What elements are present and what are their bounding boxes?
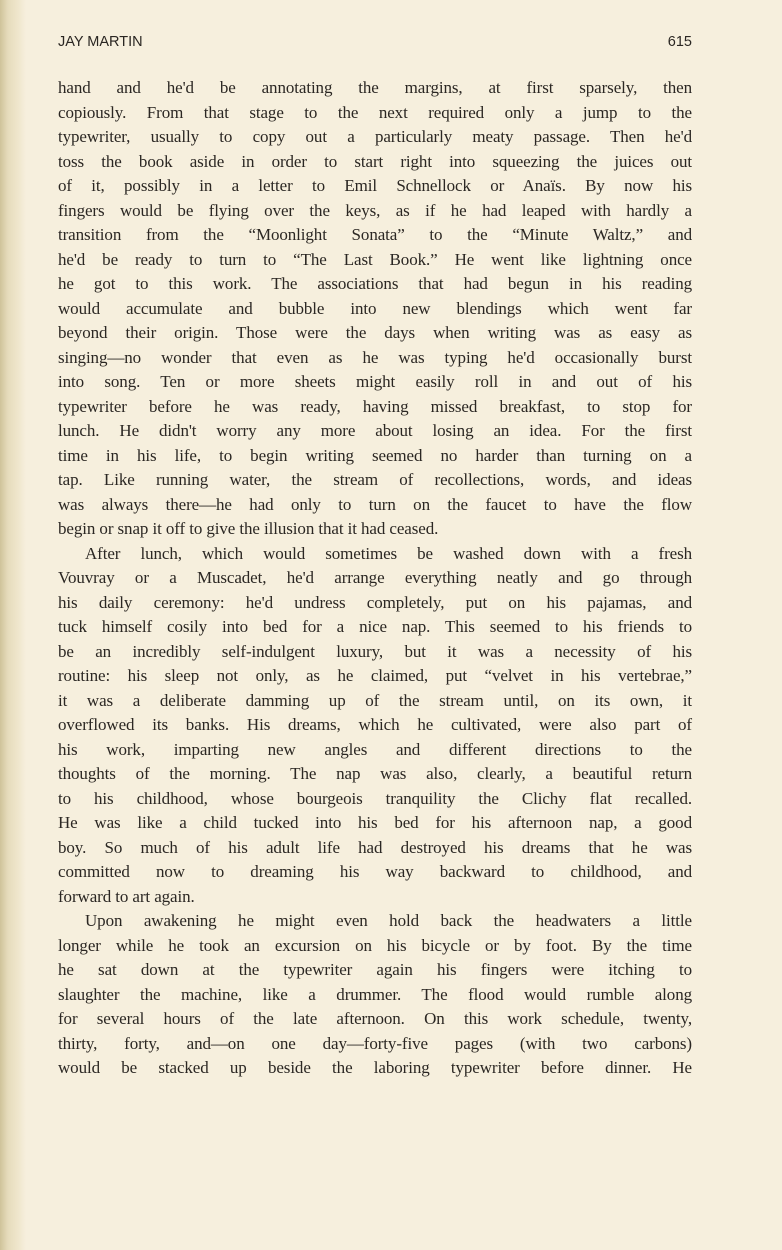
text-line: was always there—he had only to turn on the faucet to have the flow [58, 494, 692, 514]
text-line: forward to art again. [58, 886, 195, 906]
text-line: his work, imparting new angles and different directions to the [58, 739, 692, 759]
text-line: transition from the “Moonlight Sonata” to the “Minute Waltz,” and [58, 225, 692, 244]
text-line: toss the book aside in order to start right into squeezing the juices out [58, 151, 692, 171]
text-line: it was a deliberate damming up of the stream until, on its own, it [58, 690, 692, 710]
text-line: fingers would be flying over the keys, as if he had leaped with hardly a [58, 200, 692, 220]
running-head: JAY MARTIN [58, 34, 143, 50]
text-line: he sat down at the typewriter again his fingers were itching to [58, 960, 692, 979]
text-line: lunch. He didn't worry any more about losing an idea. For the first [58, 421, 692, 440]
text-line: routine: his sleep not only, as he claimed, put “velvet in his vertebrae,” [58, 666, 692, 685]
text-line: to his childhood, whose bourgeois tranquility the Clichy flat recalled. [58, 788, 692, 808]
text-line: would accumulate and bubble into new blendings which went far [58, 298, 692, 318]
text-line: his daily ceremony: he'd undress completely, put on his pajamas, and [58, 592, 692, 612]
text-line: be an incredibly self-indulgent luxury, but it was a necessity of his [58, 641, 692, 661]
text-line: tap. Like running water, the stream of recollections, words, and ideas [58, 470, 692, 489]
text-line: he'd be ready to turn to “The Last Book.” He went like lightning once [58, 249, 692, 269]
text-line: tuck himself cosily into bed for a nice nap. This seemed to his friends to [58, 617, 692, 636]
book-binding-shadow [0, 0, 26, 1250]
text-line: time in his life, to begin writing seemed no harder than turning on a [58, 445, 692, 465]
text-line: slaughter the machine, like a drummer. The flood would rumble along [58, 984, 692, 1004]
text-line: Vouvray or a Muscadet, he'd arrange everything neatly and go through [58, 568, 692, 587]
text-line: typewriter, usually to copy out a particularly meaty passage. Then he'd [58, 127, 692, 146]
paragraph [58, 542, 692, 910]
text-line: thirty, forty, and—on one day—forty-five pages (with two carbons) [58, 1033, 692, 1053]
text-line: of it, possibly in a letter to Emil Schnellock or Anaïs. By now his [58, 176, 692, 195]
page-header [58, 34, 692, 56]
text-line: hand and he'd be annotating the margins, at first sparsely, then [58, 78, 692, 97]
text-line: begin or snap it off to give the illusion that it had ceased. [58, 519, 439, 538]
text-line: After lunch, which would sometimes be washed down with a fresh [85, 543, 692, 563]
text-line: Upon awakening he might even hold back the headwaters a little [85, 911, 692, 930]
text-line: boy. So much of his adult life had destroyed his dreams that he was [58, 837, 692, 857]
body-text [58, 76, 692, 1081]
text-line: into song. Ten or more sheets might easily roll in and out of his [58, 372, 692, 391]
text-line: singing—no wonder that even as he was typing he'd occasionally burst [58, 347, 692, 367]
text-line: thoughts of the morning. The nap was also, clearly, a beautiful return [58, 764, 692, 783]
text-line: beyond their origin. Those were the days when writing was as easy as [58, 323, 692, 342]
text-line: He was like a child tucked into his bed for his afternoon nap, a good [58, 813, 692, 832]
paragraph [58, 909, 692, 1081]
text-line: overflowed its banks. His dreams, which he cultivated, were also part of [58, 715, 692, 734]
text-line: typewriter before he was ready, having missed breakfast, to stop for [58, 396, 692, 416]
text-line: longer while he took an excursion on his bicycle or by foot. By the time [58, 935, 692, 955]
text-line: he got to this work. The associations that had begun in his reading [58, 274, 692, 293]
text-line: copiously. From that stage to the next required only a jump to the [58, 102, 692, 122]
text-line: committed now to dreaming his way backward to childhood, and [58, 862, 692, 881]
paragraph [58, 76, 692, 542]
text-line: for several hours of the late afternoon. On this work schedule, twenty, [58, 1009, 692, 1028]
page-number: 615 [667, 34, 692, 50]
text-line: would be stacked up beside the laboring typewriter before dinner. He [58, 1058, 692, 1077]
